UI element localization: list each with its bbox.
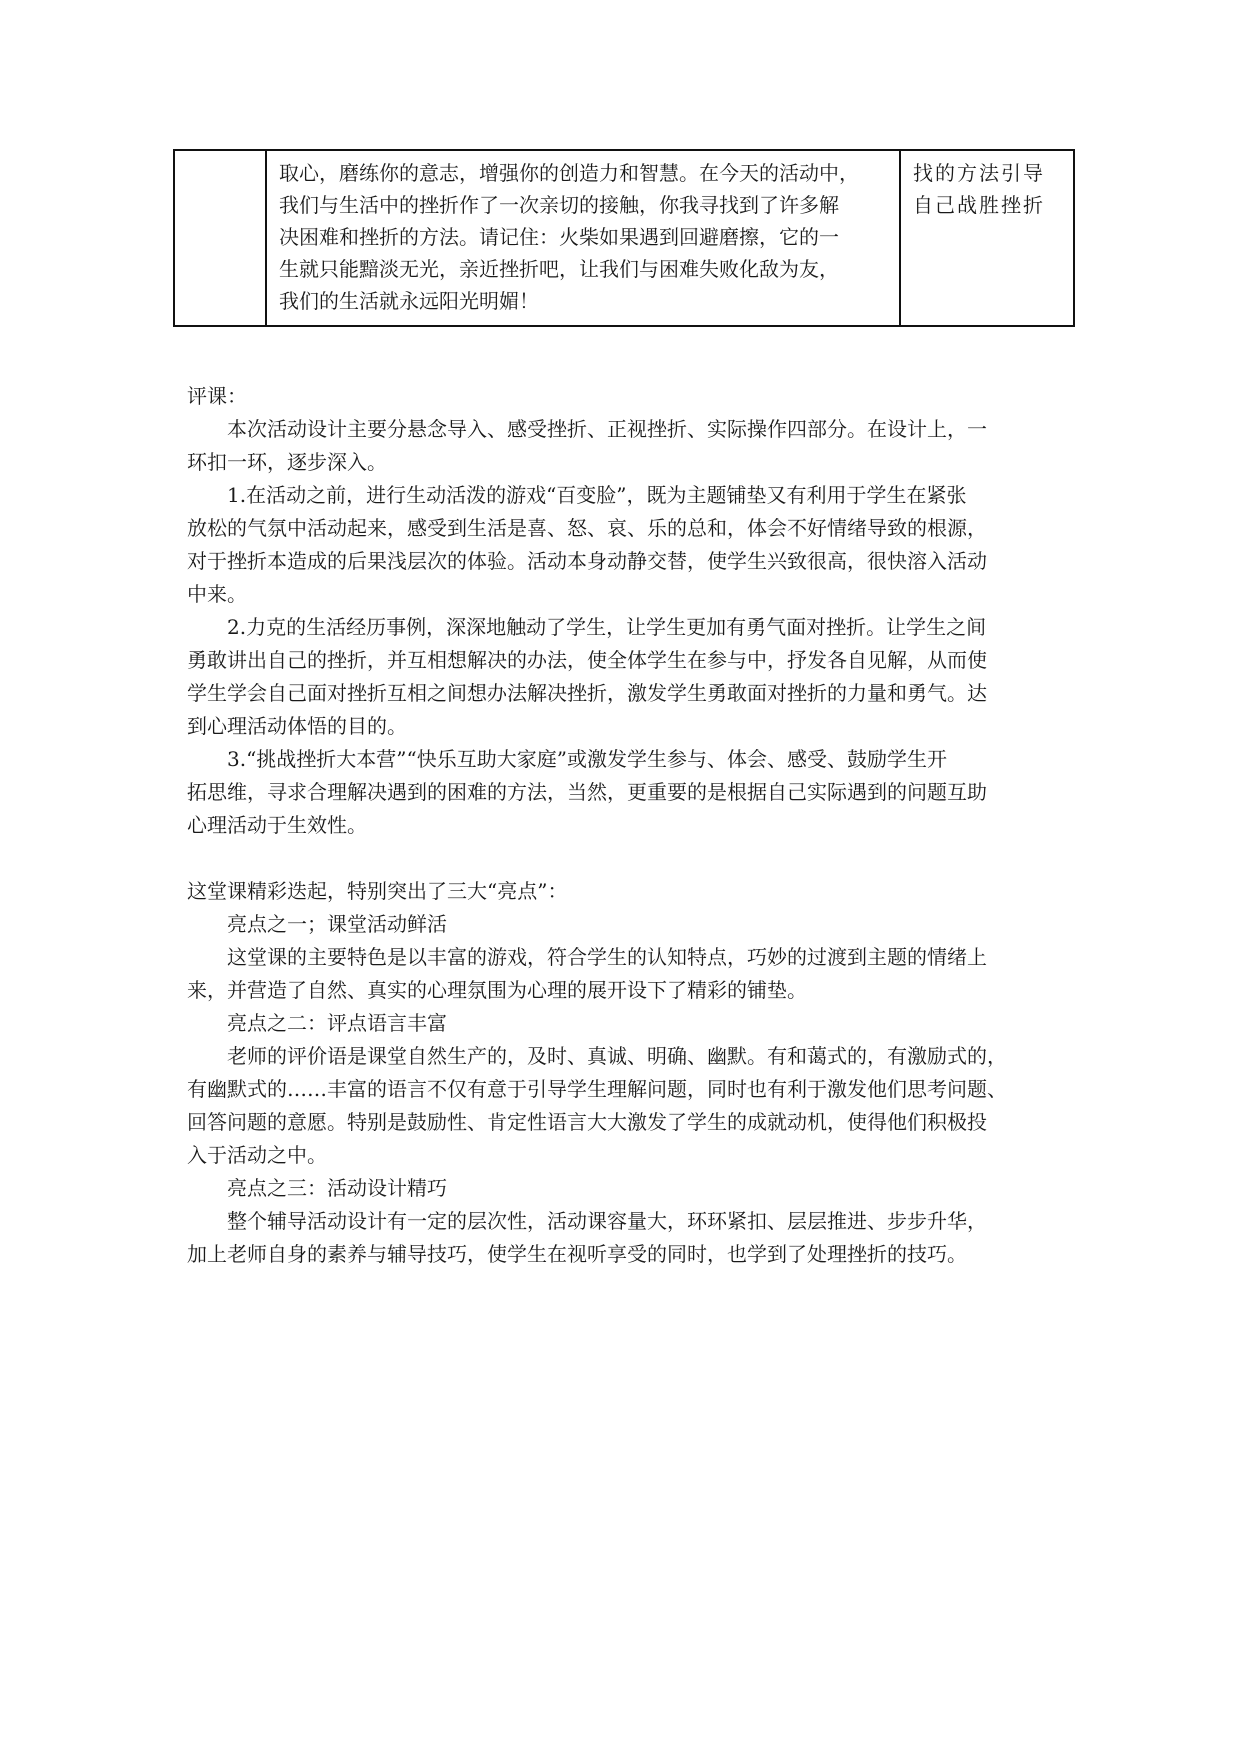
table-cell-content — [266, 150, 900, 326]
paragraph-line: 勇敢讲出自己的挫折，并互相想解决的办法，使全体学生在参与中，抒发各自见解，从而使 — [187, 648, 987, 672]
paragraph-line: 对于挫折本造成的后果浅层次的体验。活动本身动静交替，使学生兴致很高，很快溶入活动 — [187, 549, 987, 573]
paragraph-line: 1.在活动之前，进行生动活泼的游戏“百变脸”，既为主题铺垫又有利用于学生在紧张 — [227, 483, 967, 507]
paragraph-line: 拓思维，寻求合理解决遇到的困难的方法，当然，更重要的是根据自己实际遇到的问题互助 — [187, 780, 987, 804]
paragraph-line: 到心理活动体悟的目的。 — [187, 714, 407, 738]
paragraph-line: 中来。 — [187, 582, 247, 606]
highlight-title: 亮点之一；课堂活动鲜活 — [227, 912, 447, 936]
highlight-title: 亮点之二：评点语言丰富 — [227, 1011, 447, 1035]
paragraph-line: 这堂课的主要特色是以丰富的游戏，符合学生的认知特点，巧妙的过渡到主题的情绪上 — [227, 945, 987, 969]
cell-line: 找的方法引导 — [913, 161, 1045, 185]
paragraph-line: 整个辅导活动设计有一定的层次性，活动课容量大，环环紧扣、层层推进、步步升华， — [227, 1209, 987, 1233]
highlights-intro: 这堂课精彩迭起，特别突出了三大“亮点”： — [187, 879, 568, 903]
cell-line: 自己战胜挫折 — [913, 193, 1045, 217]
paragraph-line: 3.“挑战挫折大本营”“快乐互助大家庭”或激发学生参与、体会、感受、鼓励学生开 — [227, 747, 947, 771]
table-cell-section — [174, 150, 266, 326]
paragraph-line: 来，并营造了自然、真实的心理氛围为心理的展开设下了精彩的铺垫。 — [187, 978, 807, 1002]
table-row — [174, 150, 1074, 326]
cell-line: 生就只能黯淡无光，亲近挫折吧，让我们与困难失败化敌为友， — [279, 257, 839, 281]
paragraph-line: 放松的气氛中活动起来，感受到生活是喜、怒、哀、乐的总和，体会不好情绪导致的根源， — [187, 516, 987, 540]
highlight-title: 亮点之三：活动设计精巧 — [227, 1176, 447, 1200]
lesson-commentary — [187, 380, 1047, 1271]
paragraph-line: 回答问题的意愿。特别是鼓励性、肯定性语言大大激发了学生的成就动机，使得他们积极投 — [187, 1110, 987, 1134]
lesson-plan-table — [173, 149, 1075, 327]
paragraph-line: 心理活动于生效性。 — [187, 813, 367, 837]
paragraph-line: 学生学会自己面对挫折互相之间想办法解决挫折，激发学生勇敢面对挫折的力量和勇气。达 — [187, 681, 987, 705]
paragraph-line: 2.力克的生活经历事例，深深地触动了学生，让学生更加有勇气面对挫折。让学生之间 — [227, 615, 987, 639]
paragraph-line: 入于活动之中。 — [187, 1143, 327, 1167]
paragraph-line: 有幽默式的……丰富的语言不仅有意于引导学生理解问题，同时也有利于激发他们思考问题、 — [187, 1077, 1007, 1101]
cell-line: 我们的生活就永远阳光明媚！ — [279, 289, 539, 313]
paragraph-line: 老师的评价语是课堂自然生产的，及时、真诚、明确、幽默。有和蔼式的，有激励式的， — [227, 1044, 1007, 1068]
paragraph-line: 环扣一环，逐步深入。 — [187, 450, 387, 474]
cell-line: 决困难和挫折的方法。请记住：火柴如果遇到回避磨擦，它的一 — [279, 225, 839, 249]
paragraph-spacer — [187, 842, 1047, 875]
table-cell-purpose — [900, 150, 1074, 326]
commentary-heading: 评课： — [187, 384, 247, 408]
cell-line: 我们与生活中的挫折作了一次亲切的接触，你我寻找到了许多解 — [279, 193, 839, 217]
cell-line: 取心，磨练你的意志，增强你的创造力和智慧。在今天的活动中， — [279, 161, 859, 185]
paragraph-line: 加上老师自身的素养与辅导技巧，使学生在视听享受的同时，也学到了处理挫折的技巧。 — [187, 1242, 967, 1266]
paragraph-line: 本次活动设计主要分悬念导入、感受挫折、正视挫折、实际操作四部分。在设计上，一 — [227, 417, 987, 441]
